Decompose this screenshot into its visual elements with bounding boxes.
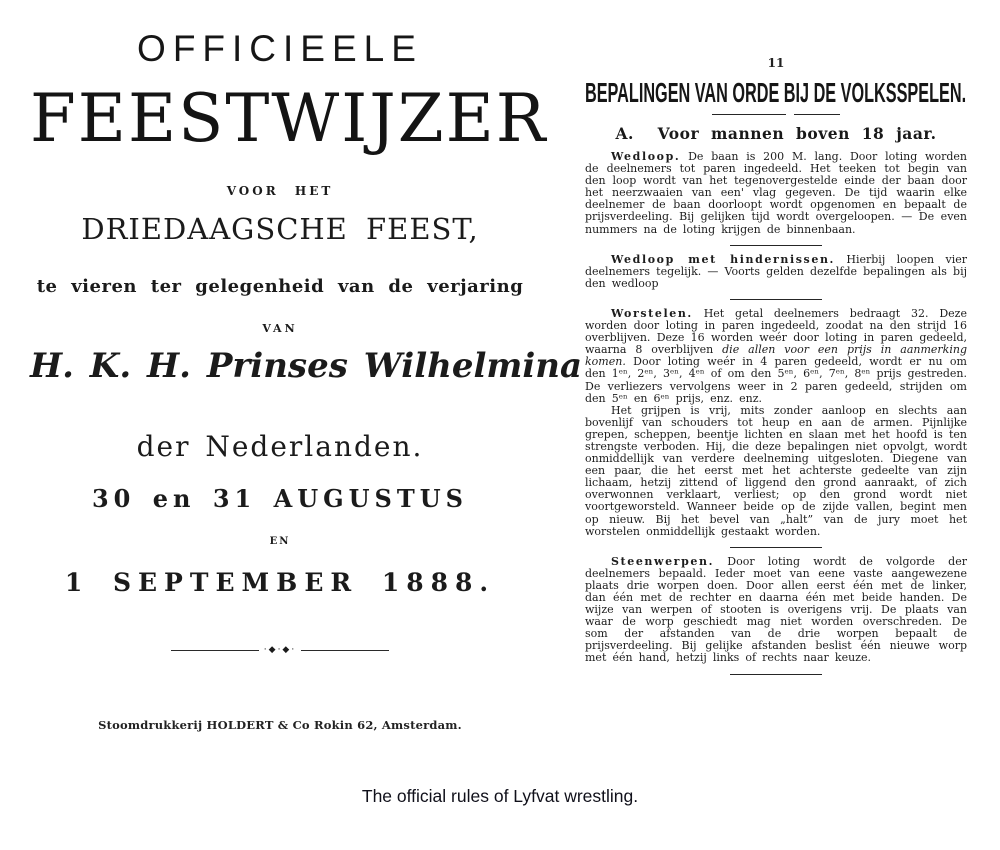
paragraph-text: De baan is 200 M. lang. Door loting worden de deelnemers tot paren ingedeeld. Het teeken tot begin van den loop wordt van het tegenovergestelde einde der baan door het neerzwaaien van een' vlag gegeven. De tijd waarin elke deelnemer de baan doorloopt wordt opgenomen en bepaalt de prijsverdeeling. Bij gelijken tijd wordt overgeloopen. — De even nummers na de loting krijgen de binnenbaan. [585,150,967,236]
ornament-divider [30,646,530,655]
paragraph-worstelen [585,308,967,405]
paragraph-lead: Steenwerpen. [611,554,714,568]
country-line: der Nederlanden. [136,430,424,463]
occasion-line: te vieren ter gelegenheid van de verjaring [36,276,524,297]
paragraph-wedloop [585,151,967,236]
paragraph-steenwerpen [585,556,967,665]
royal-name-blackletter: H. K. H. Prinses Wilhelmina [30,346,583,386]
paragraph-lead: Wedloop met hindernissen. [611,252,835,266]
paragraph-text: Door loting wordt de volgorde der deelnemers bepaald. Ieder moet van eene vaste aangewezene plaats drie worpen doen. Door allen eerst één met de linker, dan één met de rechter en daarna één met beide handen. De wijze van werpen of stooten is overigens vrij. De plaats van waar de worp geschiedt mag niet worden overschreden. De som der afstanden van de drie worpen bepaalt de prijsverdeeling. Bij gelijke afstanden beslist één nieuwe worp met één hand, hetzij links of rechts naar keuze. [585,554,967,665]
paragraph-text: Het grijpen is vrij, mits zonder aanloop en slechts aan bovenlijf van schouders tot heup en aan de armen. Pijnlijke grepen, scheppen, beentje lichten en slaan met het hoofd is ten strengste verboden. Hij, die deze bepalingen niet opvolgt, wordt onmiddellijk van verdere deelneming uitgesloten. Diegene van een paar, die het eerst met het achterste gedeelte van zijn lichaam, hetzij zittend of liggend den grond aanraakt, of zich overwonnen verklaart, verliest; op den grond wordt niet voortgeworsteld. Wanneer beide op de zijde vallen, begint men op nieuw. Bij het bevel van „halt” van de jury moet het worstelen onmiddellijk gestaakt worden. [585,403,967,538]
paragraph-text-italic: die allen voor een prijs in aanmerking komen. [585,343,967,369]
paragraph-text: Door loting weér in 4 paren gedeeld, wordt er nu om den 1ᵉⁿ, 2ᵉⁿ, 3ᵉⁿ, 4ᵉⁿ of om den 5ᵉⁿ, 6ᵉⁿ, 7ᵉⁿ, 8ᵉⁿ prijs gestreden. De verliezers vervolgens weer in 2 paren gedeeld, strijden om den 5ᵉⁿ en 6ᵉⁿ prijs, enz. enz. [585,355,967,405]
date-line-august: 30 en 31 AUGUSTUS [91,484,468,513]
paragraph-lead: Worstelen. [611,306,693,320]
section-divider [730,547,822,548]
en-label: EN [269,536,291,547]
section-divider [730,674,822,675]
paragraph-lead: Wedloop. [611,150,681,163]
rules-header-wrap [585,77,967,109]
section-divider [730,299,822,300]
header-rule [585,114,967,115]
subtitle-driedaagsche-feest: DRIEDAAGSCHE FEEST, [81,212,479,246]
paragraph-wedloop-hindernissen [585,254,967,290]
paragraph-worstelen-continued [585,405,967,538]
paragraph-text: Het getal deelnemers bedraagt 32. Deze worden door loting in paren ingedeeld, zoodat na den strijd 16 overblijven. Deze 16 worden weér door loting in paren gedeeld, waarna 8 overblijven [585,306,967,357]
subtitle-voor-het: VOOR HET [226,184,334,198]
header-rule-segment [712,114,786,115]
title-feestwijzer: FEESTWIJZER [30,80,548,157]
page-number: 11 [767,56,785,70]
rules-page [585,56,967,675]
ornament-line-left [171,650,259,651]
section-divider [730,245,822,246]
printer-imprint-line: Stoomdrukkerij HOLDERT & Co Rokin 62, Amsterdam. [98,718,462,732]
van-label: VAN [262,322,298,335]
section-heading: A. Voor mannen boven 18 jaar. [615,124,937,143]
rules-header: BEPALINGEN VAN ORDE BIJ DE VOLKSSPELEN. [585,77,967,108]
ornament-line-right [301,650,389,651]
header-rule-segment [794,114,840,115]
image-caption: The official rules of Lyfvat wrestling. [361,786,639,806]
title-officieele: OFFICIEELE [137,28,423,69]
diamond-ornament-icon: ·◆·◆· [263,645,297,655]
paragraph-text: Hierbij loopen vier deelnemers tegelijk. — Voorts gelden dezelfde bepalingen als bij den wedloop [585,252,967,290]
date-line-september: 1 SEPTEMBER 1888. [64,568,496,597]
title-page [30,20,583,750]
